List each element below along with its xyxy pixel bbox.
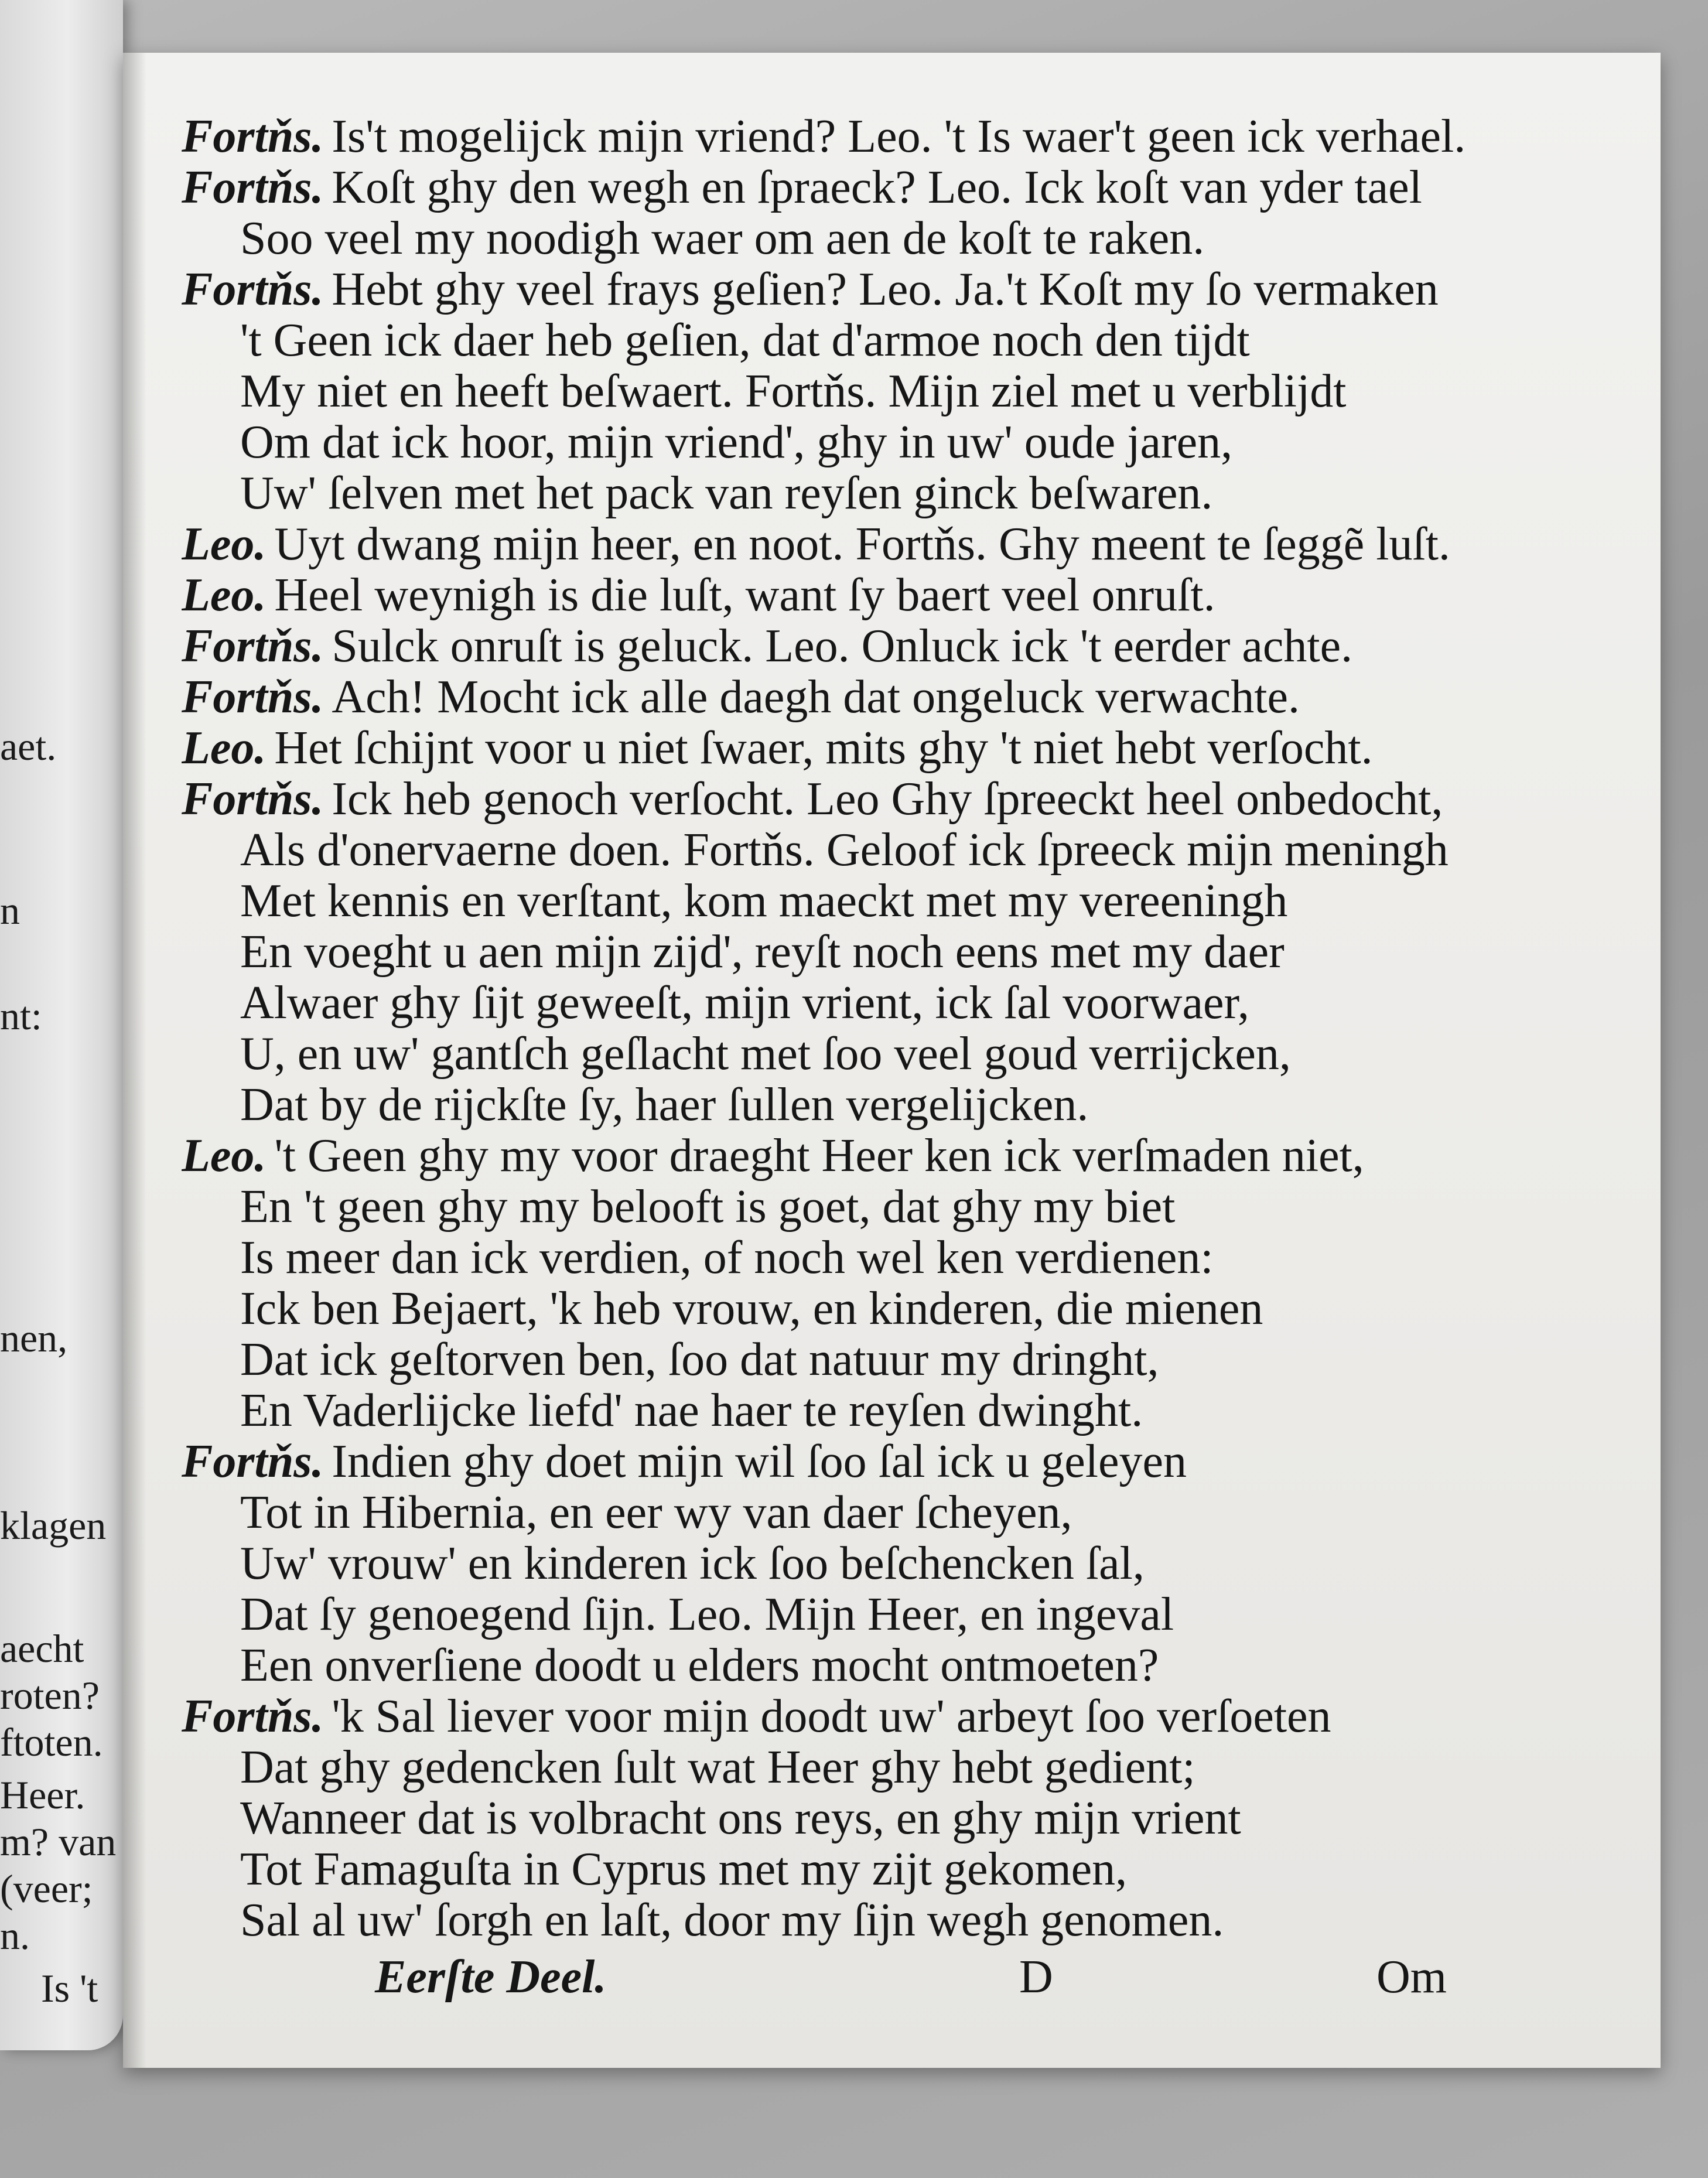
verse-line-text: 't Geen ghy my voor draeght Heer ken ick verſmaden niet,: [274, 1131, 1364, 1182]
left-page-edge: [0, 0, 123, 2050]
verse-line: [182, 1233, 1540, 1283]
verse-line: [182, 1436, 1540, 1487]
speaker-name: Fortňs.: [182, 264, 324, 315]
page-gutter-shadow: [123, 53, 146, 2068]
verse-line: [182, 366, 1540, 417]
left-page-fragment: nen,: [0, 1316, 68, 1360]
left-page-fragment: m? van: [0, 1819, 117, 1864]
speaker-name: Fortňs.: [182, 621, 324, 672]
speaker-name: Fortňs.: [182, 672, 324, 723]
verse-line-text: 't Geen ick daer heb geſien, dat d'armoe noch den tijdt: [240, 315, 1250, 366]
left-page-fragment: n.: [0, 1913, 30, 1958]
verse-line: [182, 774, 1540, 825]
verse-line-text: Hebt ghy veel frays geſien? Leo. Ja.'t Koſt my ſo vermaken: [332, 264, 1439, 315]
verse-line: [182, 213, 1540, 264]
verse-line: [182, 672, 1540, 723]
verse-line: [182, 978, 1540, 1029]
left-page-fragment: ftoten.: [0, 1720, 103, 1764]
verse-line-text: Tot Famaguſta in Cyprus met my zijt gekomen,: [240, 1844, 1128, 1895]
verse-line-text: Uw' vrouw' en kinderen ick ſoo beſchencken ſal,: [240, 1538, 1145, 1589]
page-footer: [182, 1951, 1470, 2015]
speaker-name: Leo.: [182, 519, 267, 570]
verse-line-text: Ach! Mocht ick alle daegh dat ongeluck verwachte.: [332, 672, 1300, 723]
speaker-name: Fortňs.: [182, 1691, 324, 1742]
speaker-name: Fortňs.: [182, 162, 324, 213]
verse-line: [182, 1080, 1540, 1131]
left-page-fragment: nt:: [0, 994, 42, 1038]
verse-line-text: My niet en heeft beſwaert. Fortňs. Mijn ziel met u verblijdt: [240, 366, 1347, 417]
left-page-fragment: aet.: [0, 724, 57, 769]
verse-line: [182, 417, 1540, 468]
verse-line: [182, 1334, 1540, 1385]
left-page-fragment: aecht: [0, 1626, 84, 1671]
verse-line: [182, 315, 1540, 366]
verse-line: [182, 1640, 1540, 1691]
speaker-name: Leo.: [182, 570, 267, 621]
verse-line: [182, 1029, 1540, 1080]
verse-line-text: Alwaer ghy ſijt geweeſt, mijn vrient, ick ſal voorwaer,: [240, 978, 1249, 1029]
verse-line: [182, 1538, 1540, 1589]
verse-line-text: Sal al uw' ſorgh en laſt, door my ſijn wegh genomen.: [240, 1895, 1224, 1946]
verse-line-text: 'k Sal liever voor mijn doodt uw' arbeyt ſoo verſoeten: [332, 1691, 1331, 1742]
left-page-fragment: roten?: [0, 1673, 100, 1718]
verse-line-text: Dat by de rijckſte ſy, haer ſullen vergelijcken.: [240, 1080, 1089, 1131]
verse-line-text: En 't geen ghy my belooft is goet, dat ghy my biet: [240, 1182, 1176, 1233]
speaker-name: Leo.: [182, 723, 267, 774]
left-page-fragment: Heer.: [0, 1773, 86, 1817]
verse-line-text: Is't mogelijck mijn vriend? Leo. 't Is waer't geen ick verhael.: [332, 111, 1466, 162]
verse-line-text: Indien ghy doet mijn wil ſoo ſal ick u geleyen: [332, 1436, 1187, 1487]
verse-line: [182, 876, 1540, 927]
verse-line: [182, 1589, 1540, 1640]
verse-line-text: Heel weynigh is die luſt, want ſy baert veel onruſt.: [274, 570, 1215, 621]
verse-line: [182, 468, 1540, 519]
verse-line: [182, 825, 1540, 876]
verse-line-text: Uyt dwang mijn heer, en noot. Fortňs. Ghy meent te ſeggẽ luſt.: [274, 519, 1450, 570]
verse-line: [182, 621, 1540, 672]
left-page-fragment: klagen: [0, 1503, 107, 1548]
verse-line-text: Om dat ick hoor, mijn vriend', ghy in uw' oude jaren,: [240, 417, 1233, 468]
verse-line: [182, 1895, 1540, 1946]
signature-mark: D: [1019, 1951, 1053, 2003]
verse-line: [182, 264, 1540, 315]
verse-line: [182, 1691, 1540, 1742]
verse-line: [182, 1793, 1540, 1844]
left-page-fragment: (veer;: [0, 1866, 93, 1911]
speaker-name: Leo.: [182, 1131, 267, 1182]
verse-line-text: Dat ick geſtorven ben, ſoo dat natuur my dringht,: [240, 1334, 1159, 1385]
verse-line: [182, 111, 1540, 162]
verse-line-text: Als d'onervaerne doen. Fortňs. Geloof ick ſpreeck mijn meningh: [240, 825, 1449, 876]
running-title: Eerſte Deel.: [375, 1951, 607, 2003]
verse-line: [182, 570, 1540, 621]
verse-line-text: Dat ghy gedencken ſult wat Heer ghy hebt gedient;: [240, 1742, 1195, 1793]
verse-line-text: Sulck onruſt is geluck. Leo. Onluck ick 't eerder achte.: [332, 621, 1353, 672]
verse-line-text: Het ſchijnt voor u niet ſwaer, mits ghy 't niet hebt verſocht.: [274, 723, 1373, 774]
verse-line-text: Ick ben Bejaert, 'k heb vrouw, en kinderen, die mienen: [240, 1283, 1263, 1334]
verse-line-text: Is meer dan ick verdien, of noch wel ken verdienen:: [240, 1233, 1214, 1283]
verse-line-text: Een onverſiene doodt u elders mocht ontmoeten?: [240, 1640, 1159, 1691]
verse-line-text: U, en uw' gantſch geſlacht met ſoo veel goud verrijcken,: [240, 1029, 1291, 1080]
left-page-fragment: n: [0, 888, 20, 933]
verse-line: [182, 1385, 1540, 1436]
verse-line: [182, 519, 1540, 570]
speaker-name: Fortňs.: [182, 774, 324, 825]
verse-line-text: Tot in Hibernia, en eer wy van daer ſcheyen,: [240, 1487, 1072, 1538]
verse-line-text: Soo veel my noodigh waer om aen de koſt te raken.: [240, 213, 1205, 264]
verse-line: [182, 1182, 1540, 1233]
verse-line-text: Koſt ghy den wegh en ſpraeck? Leo. Ick koſt van yder tael: [332, 162, 1422, 213]
verse-line-text: Wanneer dat is volbracht ons reys, en ghy mijn vrient: [240, 1793, 1241, 1844]
verse-line: [182, 1131, 1540, 1182]
verse-line-text: Met kennis en verſtant, kom maeckt met my vereeningh: [240, 876, 1288, 927]
speaker-name: Fortňs.: [182, 111, 324, 162]
verse-line: [182, 723, 1540, 774]
verse-text: [182, 111, 1540, 1946]
left-page-fragment: Is 't: [41, 1966, 98, 2010]
verse-line-text: En voeght u aen mijn zijd', reyſt noch eens met my daer: [240, 927, 1285, 978]
speaker-name: Fortňs.: [182, 1436, 324, 1487]
verse-line-text: Uw' ſelven met het pack van reyſen ginck beſwaren.: [240, 468, 1213, 519]
verse-line: [182, 1487, 1540, 1538]
verse-line: [182, 1742, 1540, 1793]
catchword: Om: [1376, 1951, 1447, 2003]
verse-line: [182, 1844, 1540, 1895]
verse-line-text: Dat ſy genoegend ſijn. Leo. Mijn Heer, en ingeval: [240, 1589, 1174, 1640]
verse-line: [182, 162, 1540, 213]
verse-line: [182, 927, 1540, 978]
verse-line-text: Ick heb genoch verſocht. Leo Ghy ſpreeckt heel onbedocht,: [332, 774, 1443, 825]
verse-line: [182, 1283, 1540, 1334]
verse-line-text: En Vaderlijcke liefd' nae haer te reyſen dwinght.: [240, 1385, 1143, 1436]
